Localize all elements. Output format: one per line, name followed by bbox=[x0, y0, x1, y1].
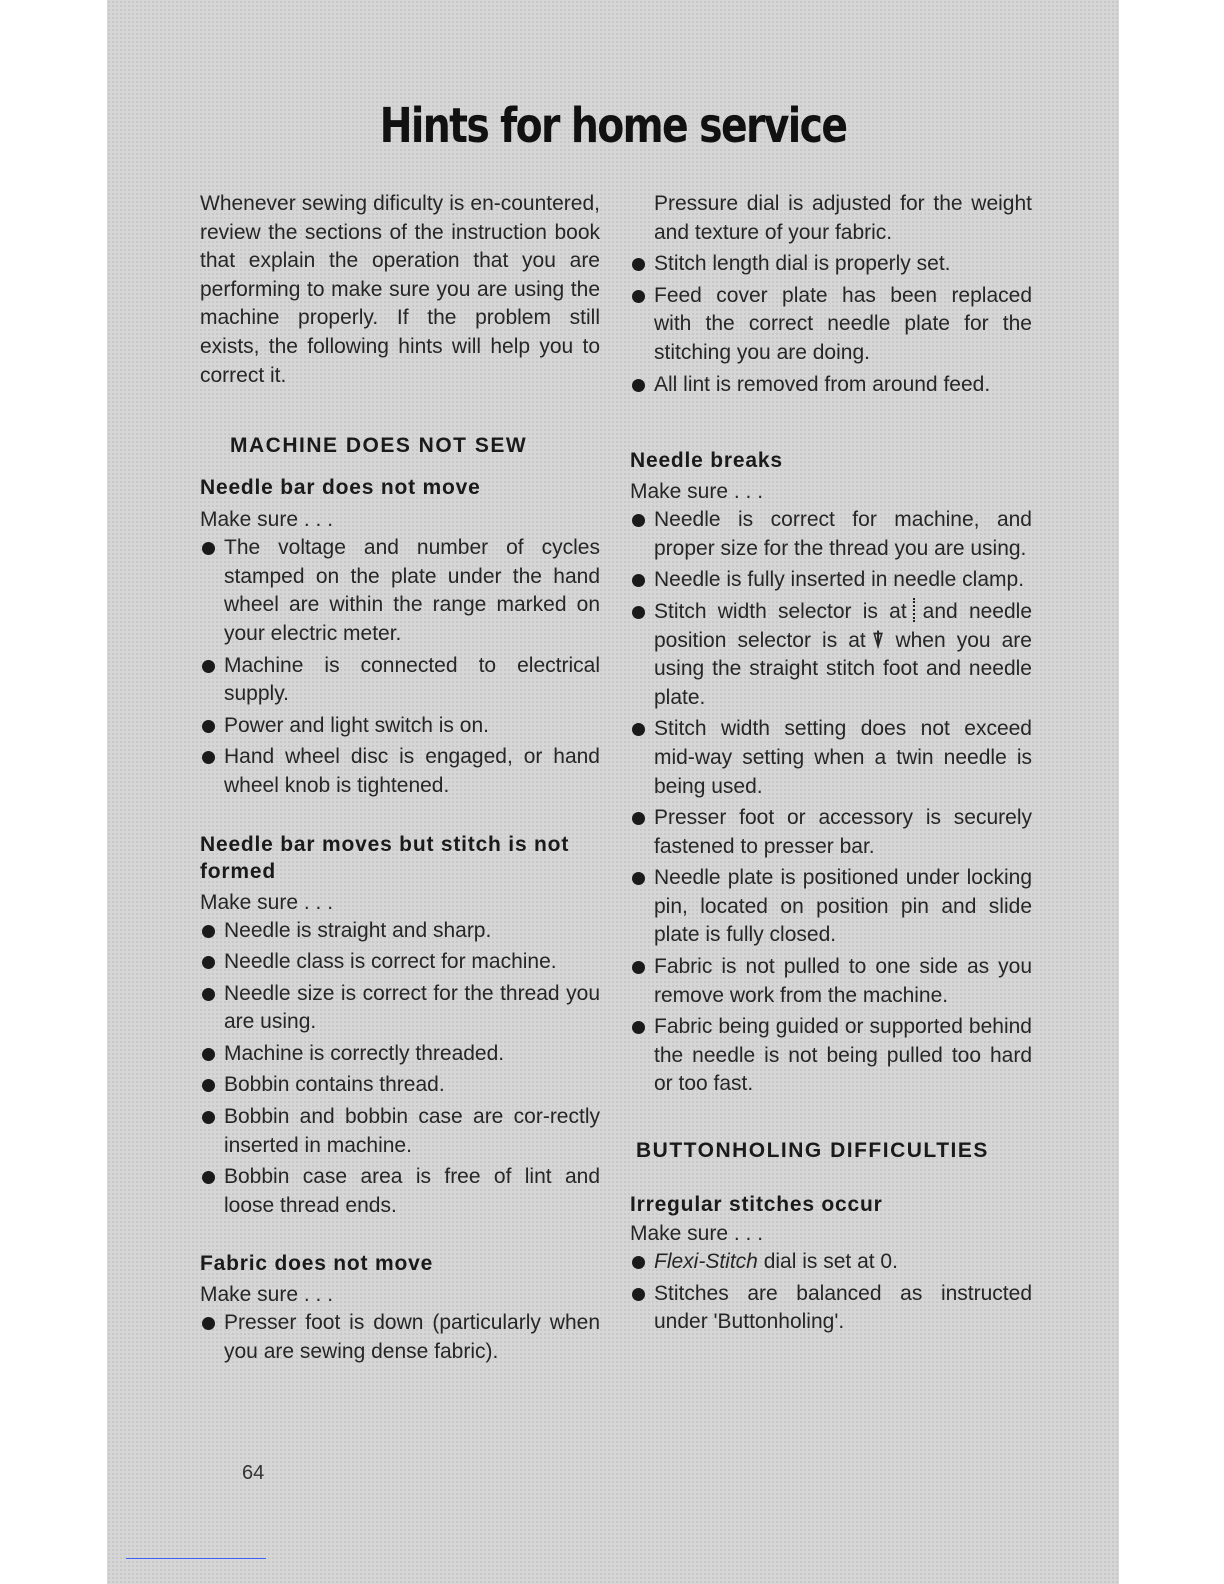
flexi-stitch-term: Flexi-Stitch bbox=[654, 1250, 758, 1274]
subheading-needle-bar-does-not-move: Needle bar does not move bbox=[200, 476, 481, 500]
bullet-icon bbox=[202, 720, 215, 733]
subheading-stitch-not-formed: Needle bar moves but stitch is not formed bbox=[200, 832, 570, 883]
list-item-stitch-width: Stitch width selector is at and needle position selector is at ⍒ when you are using the straight stitch foot and needle plate. bbox=[630, 598, 1032, 712]
list-item: Needle size is correct for the thread you are using. bbox=[200, 980, 600, 1037]
make-sure-label: Make sure . . . bbox=[200, 1283, 334, 1307]
list-item: Power and light switch is on. bbox=[200, 712, 600, 741]
list-item: Bobbin and bobbin case are cor-rectly inserted in machine. bbox=[200, 1103, 600, 1160]
section-heading-buttonholing-difficulties: BUTTONHOLING DIFFICULTIES bbox=[636, 1139, 989, 1163]
needle-position-symbol-icon: ⍒ bbox=[871, 628, 885, 652]
list-item: Hand wheel disc is engaged, or hand wheel knob is tightened. bbox=[200, 743, 600, 800]
bullet-icon bbox=[202, 1171, 215, 1184]
bullet-icon bbox=[202, 956, 215, 969]
list-item: Machine is connected to electrical supply. bbox=[200, 652, 600, 709]
bullet-icon bbox=[202, 542, 215, 555]
make-sure-label: Make sure . . . bbox=[200, 508, 334, 532]
list-item: Bobbin contains thread. bbox=[200, 1071, 600, 1100]
make-sure-label: Make sure . . . bbox=[200, 890, 334, 914]
bullet-icon bbox=[202, 1317, 215, 1330]
bullet-icon bbox=[632, 1288, 645, 1301]
checklist-irregular-stitches bbox=[630, 1248, 1032, 1337]
bullet-icon bbox=[632, 290, 645, 303]
section-heading-machine-does-not-sew: MACHINE DOES NOT SEW bbox=[230, 434, 528, 458]
bullet-icon bbox=[202, 660, 215, 673]
subheading-needle-breaks: Needle breaks bbox=[630, 449, 783, 473]
list-item: Needle is correct for machine, and proper size for the thread you are using. bbox=[630, 506, 1032, 563]
list-item: Machine is correctly threaded. bbox=[200, 1040, 600, 1069]
bullet-icon bbox=[202, 1111, 215, 1124]
bullet-icon bbox=[632, 723, 645, 736]
bullet-icon bbox=[632, 961, 645, 974]
intro-paragraph: Whenever sewing dificulty is en-countered, review the sections of the instruction book that explain the operation that you are performing to make sure you are using the machine properly. If the problem still exists, the following hints will help you to correct it. bbox=[200, 192, 600, 387]
bullet-icon bbox=[632, 258, 645, 271]
bullet-icon bbox=[202, 751, 215, 764]
list-item: Presser foot is down (particularly when you are sewing dense fabric). bbox=[200, 1309, 600, 1366]
right-column bbox=[630, 190, 1032, 1337]
list-item: Stitches are balanced as instructed under 'Buttonholing'. bbox=[630, 1280, 1032, 1337]
bullet-icon bbox=[202, 925, 215, 938]
make-sure-label: Make sure . . . bbox=[630, 1222, 764, 1246]
list-item-flexi-stitch: Flexi-Stitch dial is set at 0. bbox=[630, 1248, 1032, 1277]
straight-stitch-symbol-icon bbox=[913, 598, 917, 622]
make-sure-label: Make sure . . . bbox=[630, 480, 764, 504]
bullet-icon bbox=[632, 1256, 645, 1269]
bullet-icon bbox=[632, 812, 645, 825]
bullet-icon bbox=[632, 574, 645, 587]
list-item-continued: Pressure dial is adjusted for the weight and texture of your fabric. bbox=[654, 192, 1032, 244]
list-item: All lint is removed from around feed. bbox=[630, 371, 1032, 400]
bullet-icon bbox=[632, 1021, 645, 1034]
link-underline bbox=[126, 1558, 266, 1559]
checklist-continued bbox=[630, 190, 1032, 399]
bullet-icon bbox=[202, 988, 215, 1001]
page-number: 64 bbox=[242, 1462, 265, 1484]
list-item: Needle is straight and sharp. bbox=[200, 917, 600, 946]
list-item: The voltage and number of cycles stamped on the plate under the hand wheel are within the range marked on your electric meter. bbox=[200, 534, 600, 648]
bullet-icon bbox=[632, 606, 645, 619]
list-item: Needle class is correct for machine. bbox=[200, 948, 600, 977]
page-title: Hints for home service bbox=[379, 98, 847, 154]
bullet-icon bbox=[632, 872, 645, 885]
bullet-icon bbox=[632, 379, 645, 392]
list-item: Fabric being guided or supported behind the needle is not being pulled too hard or too fast. bbox=[630, 1013, 1032, 1099]
checklist-needle-breaks bbox=[630, 506, 1032, 1099]
list-item: Presser foot or accessory is securely fastened to presser bar. bbox=[630, 804, 1032, 861]
list-item: Feed cover plate has been replaced with the correct needle plate for the stitching you are doing. bbox=[630, 282, 1032, 368]
bullet-icon bbox=[202, 1079, 215, 1092]
list-item: Stitch length dial is properly set. bbox=[630, 250, 1032, 279]
list-item: Needle plate is positioned under locking pin, located on position pin and slide plate is fully closed. bbox=[630, 864, 1032, 950]
subheading-fabric-does-not-move: Fabric does not move bbox=[200, 1252, 434, 1276]
bullet-icon bbox=[632, 514, 645, 527]
list-item: Needle is fully inserted in needle clamp. bbox=[630, 566, 1032, 595]
checklist-needle-bar-does-not-move bbox=[200, 534, 600, 800]
list-item: Bobbin case area is free of lint and loose thread ends. bbox=[200, 1163, 600, 1220]
list-item: Fabric is not pulled to one side as you remove work from the machine. bbox=[630, 953, 1032, 1010]
checklist-stitch-not-formed bbox=[200, 917, 600, 1221]
list-item: Stitch width setting does not exceed mid-way setting when a twin needle is being used. bbox=[630, 715, 1032, 801]
left-column bbox=[200, 190, 600, 1367]
checklist-fabric-does-not-move bbox=[200, 1309, 600, 1366]
manual-page bbox=[107, 0, 1119, 1584]
bullet-icon bbox=[202, 1048, 215, 1061]
subheading-irregular-stitches: Irregular stitches occur bbox=[630, 1193, 883, 1217]
